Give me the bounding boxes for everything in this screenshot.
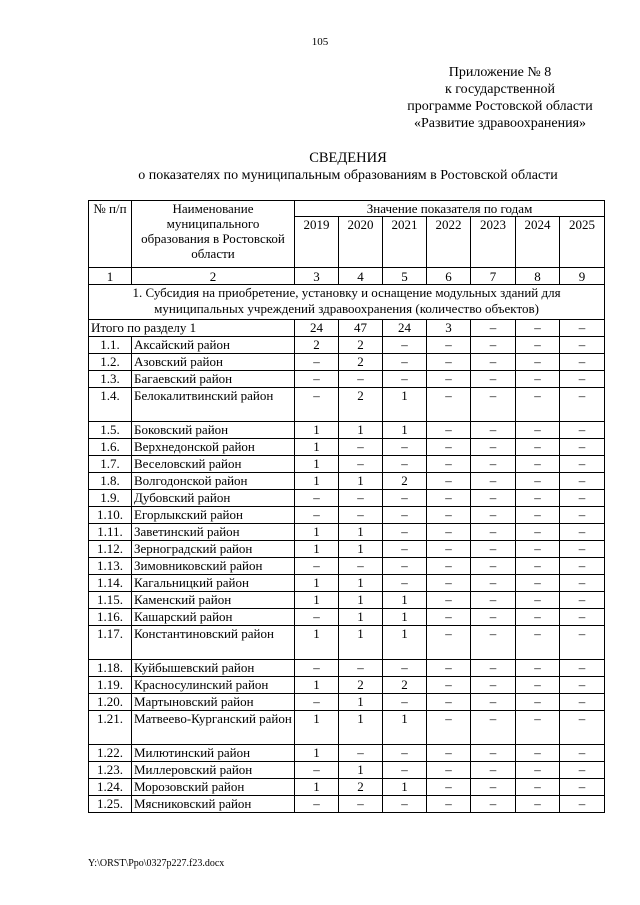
year-value: 1 bbox=[339, 609, 383, 626]
year-value: – bbox=[383, 558, 427, 575]
table-row bbox=[89, 371, 605, 388]
row-number: 1.2. bbox=[89, 354, 132, 371]
column-number: 5 bbox=[383, 268, 427, 285]
district-name: Аксайский район bbox=[132, 337, 295, 354]
year-value: – bbox=[560, 371, 605, 388]
district-name: Мясниковский район bbox=[132, 796, 295, 813]
year-value: – bbox=[560, 711, 605, 745]
column-number: 8 bbox=[516, 268, 560, 285]
year-value: – bbox=[471, 507, 516, 524]
district-name: Кашарский район bbox=[132, 609, 295, 626]
year-value: 1 bbox=[295, 711, 339, 745]
table-row bbox=[89, 626, 605, 660]
year-value: – bbox=[471, 354, 516, 371]
row-number: 1.14. bbox=[89, 575, 132, 592]
year-value: – bbox=[339, 439, 383, 456]
year-value: 1 bbox=[295, 779, 339, 796]
year-value: 2 bbox=[295, 337, 339, 354]
row-number: 1.15. bbox=[89, 592, 132, 609]
district-name: Заветинский район bbox=[132, 524, 295, 541]
district-name: Боковский район bbox=[132, 422, 295, 439]
year-value: 1 bbox=[339, 575, 383, 592]
district-name: Верхнедонской район bbox=[132, 439, 295, 456]
year-value: – bbox=[471, 490, 516, 507]
year-value: – bbox=[427, 762, 471, 779]
year-value: – bbox=[383, 456, 427, 473]
year-value: – bbox=[295, 694, 339, 711]
row-number: 1.3. bbox=[89, 371, 132, 388]
row-number: 1.22. bbox=[89, 745, 132, 762]
row-number: 1.11. bbox=[89, 524, 132, 541]
year-value: 1 bbox=[295, 524, 339, 541]
year-value: – bbox=[295, 490, 339, 507]
year-value: 1 bbox=[339, 694, 383, 711]
year-value: – bbox=[383, 694, 427, 711]
year-value: – bbox=[516, 524, 560, 541]
year-value: – bbox=[471, 711, 516, 745]
column-number: 3 bbox=[295, 268, 339, 285]
district-name: Константиновский район bbox=[132, 626, 295, 660]
table-row bbox=[89, 609, 605, 626]
year-value: – bbox=[471, 524, 516, 541]
year-value: – bbox=[427, 694, 471, 711]
year-value: – bbox=[427, 711, 471, 745]
year-value: – bbox=[383, 796, 427, 813]
year-value: – bbox=[383, 337, 427, 354]
year-value: 1 bbox=[339, 626, 383, 660]
year-value: – bbox=[516, 439, 560, 456]
year-value: – bbox=[427, 490, 471, 507]
row-number: 1.1. bbox=[89, 337, 132, 354]
year-value: 1 bbox=[295, 422, 339, 439]
year-value: – bbox=[560, 354, 605, 371]
year-value: – bbox=[560, 541, 605, 558]
district-name: Азовский район bbox=[132, 354, 295, 371]
district-name: Волгодонской район bbox=[132, 473, 295, 490]
row-number: 1.5. bbox=[89, 422, 132, 439]
year-value: – bbox=[383, 354, 427, 371]
year-value: – bbox=[339, 371, 383, 388]
year-value: – bbox=[427, 388, 471, 422]
district-name: Белокалитвинский район bbox=[132, 388, 295, 422]
year-value: – bbox=[427, 473, 471, 490]
year-value: – bbox=[516, 762, 560, 779]
year-value: 1 bbox=[339, 541, 383, 558]
appendix-line-2: к государственной bbox=[444, 82, 556, 97]
year-value: – bbox=[560, 337, 605, 354]
year-value: – bbox=[516, 354, 560, 371]
year-value: – bbox=[471, 745, 516, 762]
year-value: – bbox=[427, 592, 471, 609]
year-value: – bbox=[427, 422, 471, 439]
year-value: 2 bbox=[383, 677, 427, 694]
year-value: – bbox=[471, 677, 516, 694]
column-number: 6 bbox=[427, 268, 471, 285]
year-value: – bbox=[427, 507, 471, 524]
table-row bbox=[89, 507, 605, 524]
appendix-line-4: «Развитие здравоохранения» bbox=[413, 116, 587, 131]
year-value: – bbox=[427, 456, 471, 473]
year-value: 1 bbox=[383, 609, 427, 626]
year-value: – bbox=[471, 762, 516, 779]
year-value: – bbox=[295, 609, 339, 626]
year-value: – bbox=[295, 762, 339, 779]
year-value: – bbox=[560, 592, 605, 609]
year-value: – bbox=[516, 388, 560, 422]
district-name: Кагальницкий район bbox=[132, 575, 295, 592]
row-number: 1.25. bbox=[89, 796, 132, 813]
year-value: – bbox=[560, 558, 605, 575]
year-value: – bbox=[560, 779, 605, 796]
row-number: 1.4. bbox=[89, 388, 132, 422]
year-value: – bbox=[516, 456, 560, 473]
year-value: – bbox=[560, 660, 605, 677]
year-value: – bbox=[516, 592, 560, 609]
row-number: 1.7. bbox=[89, 456, 132, 473]
year-value: – bbox=[383, 660, 427, 677]
year-value: 2 bbox=[339, 354, 383, 371]
year-value: – bbox=[383, 745, 427, 762]
year-value: – bbox=[471, 541, 516, 558]
year-value: 1 bbox=[295, 541, 339, 558]
year-value: – bbox=[560, 677, 605, 694]
row-number: 1.19. bbox=[89, 677, 132, 694]
year-value: – bbox=[560, 762, 605, 779]
year-value: – bbox=[471, 609, 516, 626]
year-value: – bbox=[471, 796, 516, 813]
year-value: – bbox=[427, 796, 471, 813]
year-value: – bbox=[560, 575, 605, 592]
year-value: – bbox=[471, 779, 516, 796]
year-value: 2 bbox=[339, 677, 383, 694]
year-value: 1 bbox=[383, 388, 427, 422]
year-value: – bbox=[427, 541, 471, 558]
year-value: 1 bbox=[383, 779, 427, 796]
appendix-line-1: Приложение № 8 bbox=[448, 65, 552, 80]
year-value: 1 bbox=[295, 473, 339, 490]
district-name: Зимовниковский район bbox=[132, 558, 295, 575]
year-value: – bbox=[560, 796, 605, 813]
year-value: – bbox=[560, 473, 605, 490]
year-value: 1 bbox=[383, 626, 427, 660]
table-row bbox=[89, 490, 605, 507]
row-number: 1.8. bbox=[89, 473, 132, 490]
year-value: 1 bbox=[295, 745, 339, 762]
year-value: – bbox=[427, 354, 471, 371]
year-value: – bbox=[427, 660, 471, 677]
year-value: 1 bbox=[339, 473, 383, 490]
document-subtitle: о показателях по муниципальным образованиям в Ростовской области bbox=[138, 168, 558, 183]
year-value: – bbox=[471, 592, 516, 609]
year-value: – bbox=[471, 575, 516, 592]
row-number: 1.6. bbox=[89, 439, 132, 456]
year-value: – bbox=[516, 575, 560, 592]
year-value: – bbox=[516, 422, 560, 439]
column-number: 9 bbox=[560, 268, 605, 285]
table-row bbox=[89, 796, 605, 813]
year-value: – bbox=[560, 422, 605, 439]
year-value: 1 bbox=[295, 592, 339, 609]
year-value: – bbox=[516, 609, 560, 626]
district-name: Егорлыкский район bbox=[132, 507, 295, 524]
year-value: – bbox=[471, 626, 516, 660]
table-row bbox=[89, 677, 605, 694]
year-value: – bbox=[516, 626, 560, 660]
file-path-footer: Y:\ORST\Ppo\0327p227.f23.docx bbox=[88, 858, 225, 869]
year-value: – bbox=[295, 354, 339, 371]
district-name: Зерноградский район bbox=[132, 541, 295, 558]
year-value: 1 bbox=[295, 575, 339, 592]
year-value: – bbox=[516, 490, 560, 507]
district-name: Морозовский район bbox=[132, 779, 295, 796]
year-value: – bbox=[516, 711, 560, 745]
year-value: 1 bbox=[339, 762, 383, 779]
year-value: 1 bbox=[295, 626, 339, 660]
year-value: – bbox=[427, 371, 471, 388]
year-value: 2 bbox=[383, 473, 427, 490]
year-value: – bbox=[383, 490, 427, 507]
year-value: 1 bbox=[383, 422, 427, 439]
year-value: – bbox=[560, 524, 605, 541]
year-value: – bbox=[516, 507, 560, 524]
header-num: № п/п bbox=[89, 201, 132, 268]
year-value: – bbox=[295, 558, 339, 575]
district-name: Веселовский район bbox=[132, 456, 295, 473]
row-number: 1.24. bbox=[89, 779, 132, 796]
column-number: 7 bbox=[471, 268, 516, 285]
year-value: – bbox=[383, 541, 427, 558]
year-value: – bbox=[295, 660, 339, 677]
year-value: 1 bbox=[295, 439, 339, 456]
year-value: – bbox=[516, 558, 560, 575]
table-row bbox=[89, 575, 605, 592]
year-value: – bbox=[471, 694, 516, 711]
year-value: 1 bbox=[295, 456, 339, 473]
year-value: – bbox=[516, 473, 560, 490]
total-value: – bbox=[471, 320, 516, 337]
year-value: – bbox=[427, 575, 471, 592]
table-row bbox=[89, 337, 605, 354]
year-value: – bbox=[560, 694, 605, 711]
year-value: 1 bbox=[339, 524, 383, 541]
year-value: – bbox=[427, 609, 471, 626]
total-value: 3 bbox=[427, 320, 471, 337]
table-row bbox=[89, 541, 605, 558]
year-value: – bbox=[471, 371, 516, 388]
table-row bbox=[89, 592, 605, 609]
year-header: 2023 bbox=[471, 217, 516, 268]
year-value: 2 bbox=[339, 337, 383, 354]
year-value: – bbox=[560, 439, 605, 456]
table-row bbox=[89, 558, 605, 575]
row-number: 1.23. bbox=[89, 762, 132, 779]
column-number: 4 bbox=[339, 268, 383, 285]
document-title: СВЕДЕНИЯ bbox=[309, 150, 387, 166]
table-row bbox=[89, 694, 605, 711]
district-name: Милютинский район bbox=[132, 745, 295, 762]
year-value: – bbox=[471, 439, 516, 456]
year-value: – bbox=[339, 507, 383, 524]
year-value: – bbox=[427, 524, 471, 541]
district-name: Матвеево-Курганский район bbox=[132, 711, 295, 745]
year-header: 2019 bbox=[295, 217, 339, 268]
year-value: – bbox=[471, 337, 516, 354]
year-value: – bbox=[516, 660, 560, 677]
year-value: – bbox=[427, 745, 471, 762]
year-value: 1 bbox=[295, 677, 339, 694]
year-value: – bbox=[383, 371, 427, 388]
section-title: 1. Субсидия на приобретение, установку и оснащение модульных зданий для муниципальных учреждений здравоохранения (количество объектов) bbox=[89, 285, 605, 320]
year-value: – bbox=[560, 745, 605, 762]
appendix-block bbox=[380, 64, 620, 132]
row-number: 1.18. bbox=[89, 660, 132, 677]
year-value: 2 bbox=[339, 388, 383, 422]
table-row bbox=[89, 762, 605, 779]
year-value: 1 bbox=[383, 711, 427, 745]
total-label: Итого по разделу 1 bbox=[89, 320, 295, 337]
year-value: – bbox=[471, 558, 516, 575]
year-value: – bbox=[383, 507, 427, 524]
row-number: 1.9. bbox=[89, 490, 132, 507]
year-value: 1 bbox=[383, 592, 427, 609]
district-name: Каменский район bbox=[132, 592, 295, 609]
year-value: – bbox=[339, 558, 383, 575]
table-row bbox=[89, 422, 605, 439]
year-value: – bbox=[427, 626, 471, 660]
year-header: 2024 bbox=[516, 217, 560, 268]
year-value: – bbox=[560, 388, 605, 422]
total-value: – bbox=[516, 320, 560, 337]
year-value: – bbox=[560, 609, 605, 626]
year-header: 2020 bbox=[339, 217, 383, 268]
year-value: – bbox=[516, 694, 560, 711]
year-value: – bbox=[427, 439, 471, 456]
year-value: – bbox=[339, 745, 383, 762]
year-value: – bbox=[471, 422, 516, 439]
year-value: – bbox=[516, 745, 560, 762]
row-number: 1.16. bbox=[89, 609, 132, 626]
table-row bbox=[89, 456, 605, 473]
indicators-table bbox=[88, 200, 605, 813]
year-value: – bbox=[516, 796, 560, 813]
year-value: – bbox=[427, 779, 471, 796]
year-value: – bbox=[383, 575, 427, 592]
year-value: – bbox=[516, 779, 560, 796]
year-value: 1 bbox=[339, 592, 383, 609]
district-name: Дубовский район bbox=[132, 490, 295, 507]
row-number: 1.10. bbox=[89, 507, 132, 524]
district-name: Мартыновский район bbox=[132, 694, 295, 711]
table-row bbox=[89, 779, 605, 796]
year-value: – bbox=[516, 541, 560, 558]
year-value: – bbox=[295, 507, 339, 524]
year-header: 2022 bbox=[427, 217, 471, 268]
year-value: – bbox=[560, 507, 605, 524]
row-number: 1.12. bbox=[89, 541, 132, 558]
total-value: – bbox=[560, 320, 605, 337]
year-value: – bbox=[560, 626, 605, 660]
year-value: – bbox=[516, 677, 560, 694]
year-value: – bbox=[295, 796, 339, 813]
year-value: – bbox=[516, 337, 560, 354]
column-number: 2 bbox=[132, 268, 295, 285]
year-value: – bbox=[471, 473, 516, 490]
year-value: – bbox=[427, 558, 471, 575]
header-values: Значение показателя по годам bbox=[295, 201, 605, 217]
year-value: – bbox=[383, 439, 427, 456]
table-row bbox=[89, 354, 605, 371]
district-name: Багаевский район bbox=[132, 371, 295, 388]
header-name: Наименование муниципального образования в Ростовской области bbox=[132, 201, 295, 268]
year-value: 2 bbox=[339, 779, 383, 796]
total-value: 24 bbox=[295, 320, 339, 337]
table-row bbox=[89, 660, 605, 677]
year-value: – bbox=[339, 796, 383, 813]
year-value: – bbox=[295, 388, 339, 422]
table-row bbox=[89, 524, 605, 541]
year-header: 2025 bbox=[560, 217, 605, 268]
column-number: 1 bbox=[89, 268, 132, 285]
table-row bbox=[89, 439, 605, 456]
year-value: 1 bbox=[339, 711, 383, 745]
year-value: – bbox=[560, 490, 605, 507]
row-number: 1.13. bbox=[89, 558, 132, 575]
district-name: Красносулинский район bbox=[132, 677, 295, 694]
year-value: – bbox=[471, 456, 516, 473]
year-value: – bbox=[339, 490, 383, 507]
year-value: 1 bbox=[339, 422, 383, 439]
total-value: 47 bbox=[339, 320, 383, 337]
row-number: 1.21. bbox=[89, 711, 132, 745]
district-name: Куйбышевский район bbox=[132, 660, 295, 677]
table-row bbox=[89, 388, 605, 422]
table-row bbox=[89, 745, 605, 762]
page-number: 105 bbox=[311, 36, 329, 48]
year-value: – bbox=[339, 660, 383, 677]
year-value: – bbox=[471, 388, 516, 422]
year-value: – bbox=[383, 524, 427, 541]
row-number: 1.20. bbox=[89, 694, 132, 711]
year-value: – bbox=[427, 337, 471, 354]
year-header: 2021 bbox=[383, 217, 427, 268]
year-value: – bbox=[383, 762, 427, 779]
total-value: 24 bbox=[383, 320, 427, 337]
table-row bbox=[89, 711, 605, 745]
year-value: – bbox=[295, 371, 339, 388]
year-value: – bbox=[516, 371, 560, 388]
year-value: – bbox=[339, 456, 383, 473]
year-value: – bbox=[471, 660, 516, 677]
appendix-line-3: программе Ростовской области bbox=[407, 99, 593, 114]
district-name: Миллеровский район bbox=[132, 762, 295, 779]
row-number: 1.17. bbox=[89, 626, 132, 660]
year-value: – bbox=[427, 677, 471, 694]
year-value: – bbox=[560, 456, 605, 473]
table-row bbox=[89, 473, 605, 490]
